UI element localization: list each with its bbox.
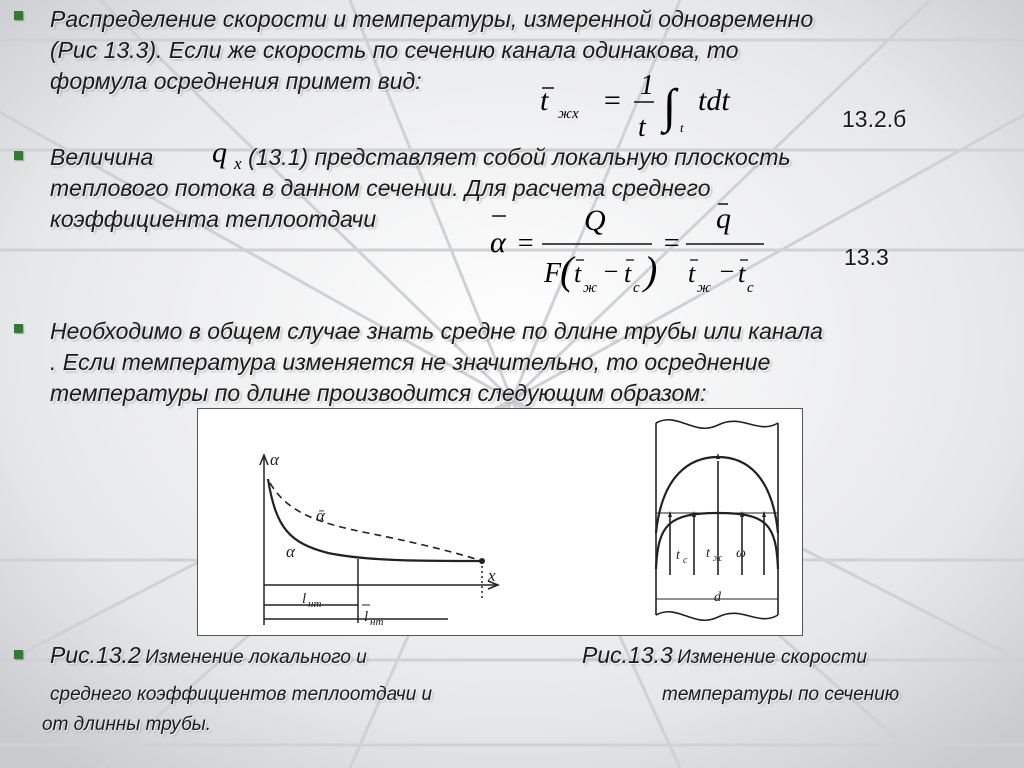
caption-fig-13-2-line-1 (50, 642, 367, 669)
label-omega: ω (736, 546, 746, 561)
svg-text:(: ( (560, 248, 574, 293)
svg-text:): ) (644, 248, 658, 293)
paragraph-3-line-3: температуры по длине производится следующим образом: (50, 380, 707, 406)
caption-fig1-text-1: Изменение локального и (145, 647, 367, 668)
paragraph-1-line-1: Распределение скорости и температуры, измеренной одновременно (50, 6, 814, 32)
qx-sub: x (234, 154, 242, 173)
paragraph-2-line-3: коэффициента теплоотдачи (50, 206, 377, 232)
caption-fig1-text-2: среднего коэффициентов теплоотдачи и (50, 684, 433, 705)
label-d: d (714, 590, 721, 605)
label-tzh: t (706, 546, 710, 561)
eq2-q: q (716, 202, 731, 235)
eq1-den: t (638, 112, 646, 143)
axis-x-label: x (488, 566, 496, 585)
bullet-4 (14, 650, 23, 659)
eq2-sub-zh-1: ж (583, 280, 597, 296)
label-tc-sub: с (683, 555, 688, 566)
paragraph-2-line-2: теплового потока в данном сечении. Для расчета среднего (50, 175, 711, 201)
eq1-lhs: t (540, 84, 549, 117)
svg-text:=: = (516, 228, 535, 259)
caption-fig2-text-1: Изменение скорости (677, 647, 868, 668)
equation-number-13-2b: 13.2.б (842, 106, 907, 132)
eq2-sub-c-1: с (633, 280, 640, 296)
dim-lnt-mean-label: l (364, 609, 369, 625)
eq2-t3: t (688, 259, 696, 288)
eq2-sub-c-2: с (747, 280, 754, 296)
svg-text:=: = (602, 84, 623, 117)
svg-text:=: = (662, 228, 681, 259)
eq1-one: 1 (640, 70, 654, 101)
label-tc: t (676, 548, 680, 563)
qx-q: q (212, 136, 227, 169)
curve-local-label: α (286, 542, 295, 561)
formula-mean-alpha (484, 196, 774, 300)
axis-alpha-label: α (270, 450, 279, 469)
eq1-int-sub: t (680, 120, 684, 135)
caption-fig2-text-2: температуры по сечению (662, 684, 900, 705)
bullet-3 (14, 324, 23, 333)
formula-mean-temperature (530, 64, 770, 144)
caption-fig-13-3-line-1 (582, 642, 867, 669)
eq2-F: F (544, 258, 562, 289)
svg-text:∫: ∫ (663, 80, 677, 133)
eq2-Q: Q (584, 204, 606, 237)
dim-lnt-mean-sub: нт (370, 616, 384, 628)
caption-fig1-text-3: от длинны трубы. (42, 714, 212, 735)
svg-text:−: − (602, 257, 620, 286)
figure-alpha-diagram (198, 409, 528, 635)
paragraph-1-line-3: формула осреднения примет вид: (50, 68, 422, 94)
eq1-body: tdt (698, 84, 730, 117)
paragraph-3-line-2: . Если температура изменяется не значительно, то осреднение (50, 349, 771, 375)
dim-lnt-sub: нт (308, 598, 322, 610)
eq2-sub-zh-2: ж (697, 280, 711, 296)
eq1-lhs-sub: жх (558, 106, 579, 122)
paragraph-1-line-2: (Рис 13.3). Если же скорость по сечению канала одинакова, то (50, 37, 739, 63)
caption-fig1-number: Рис.13.2 (50, 642, 141, 668)
eq2-t1: t (574, 259, 582, 288)
pipe-bottom-edge (656, 612, 778, 620)
pipe-top-edge (656, 420, 778, 428)
paragraph-2-line-1-rest: (13.1) представляет собой локальную плоскость (248, 144, 791, 170)
figure-panel (197, 408, 803, 636)
paragraph-2-word: Величина (50, 144, 154, 170)
paragraph-3-line-1: Необходимо в общем случае знать средне по длине трубы или канала (50, 318, 823, 344)
bullet-2 (14, 151, 23, 160)
eq2-alpha: α (490, 226, 506, 259)
equation-number-13-3: 13.3 (844, 244, 889, 270)
curve-endpoint (479, 558, 485, 564)
dim-lnt-label: l (302, 591, 307, 607)
figure-pipe-diagram (638, 409, 802, 635)
formula-qx (208, 132, 268, 177)
caption-fig2-number: Рис.13.3 (582, 642, 673, 668)
label-tzh-sub: ж (713, 553, 723, 564)
mean-alpha-curve (270, 483, 482, 561)
paragraph-3 (50, 316, 1020, 409)
bullet-1 (14, 11, 23, 20)
curve-mean-label: ᾱ (316, 506, 325, 525)
local-alpha-curve (268, 479, 482, 561)
eq2-t4: t (738, 259, 746, 288)
svg-text:−: − (718, 257, 736, 286)
eq2-t2: t (624, 259, 632, 288)
